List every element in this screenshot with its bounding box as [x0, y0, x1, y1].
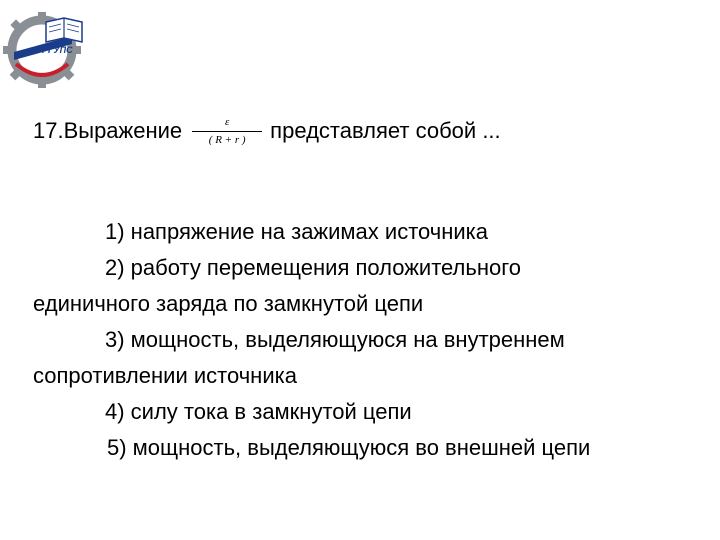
answer-options: [33, 214, 703, 466]
formula-fraction: [192, 116, 262, 147]
university-logo: [2, 8, 86, 88]
answer-option-2[interactable]: [33, 250, 703, 322]
book-icon: [46, 18, 82, 42]
option-text-continuation: единичного заряда по замкнутой цепи: [33, 291, 424, 316]
option-text: 2) работу перемещения положительного: [105, 255, 522, 280]
logo-text: РГУПС: [42, 45, 73, 55]
option-text: 5) мощность, выделяющуюся во внешней цепи: [107, 435, 591, 460]
answer-option-5[interactable]: [33, 430, 703, 466]
answer-option-3[interactable]: [33, 322, 703, 394]
answer-option-4[interactable]: [33, 394, 703, 430]
logo-emblem-icon: [2, 8, 86, 88]
question-line: [33, 112, 703, 149]
option-text: 4) силу тока в замкнутой цепи: [105, 399, 412, 424]
question-suffix: представляет собой ...: [270, 118, 501, 144]
answer-option-1[interactable]: [33, 214, 703, 250]
option-text-continuation: сопротивлении источника: [33, 363, 297, 388]
option-text: 3) мощность, выделяющуюся на внутреннем: [105, 327, 565, 352]
option-text: 1) напряжение на зажимах источника: [105, 219, 489, 244]
question-prefix: 17.Выражение: [33, 118, 183, 144]
formula-numerator: ε: [192, 116, 262, 132]
formula-denominator: ( R + r ): [208, 133, 246, 146]
